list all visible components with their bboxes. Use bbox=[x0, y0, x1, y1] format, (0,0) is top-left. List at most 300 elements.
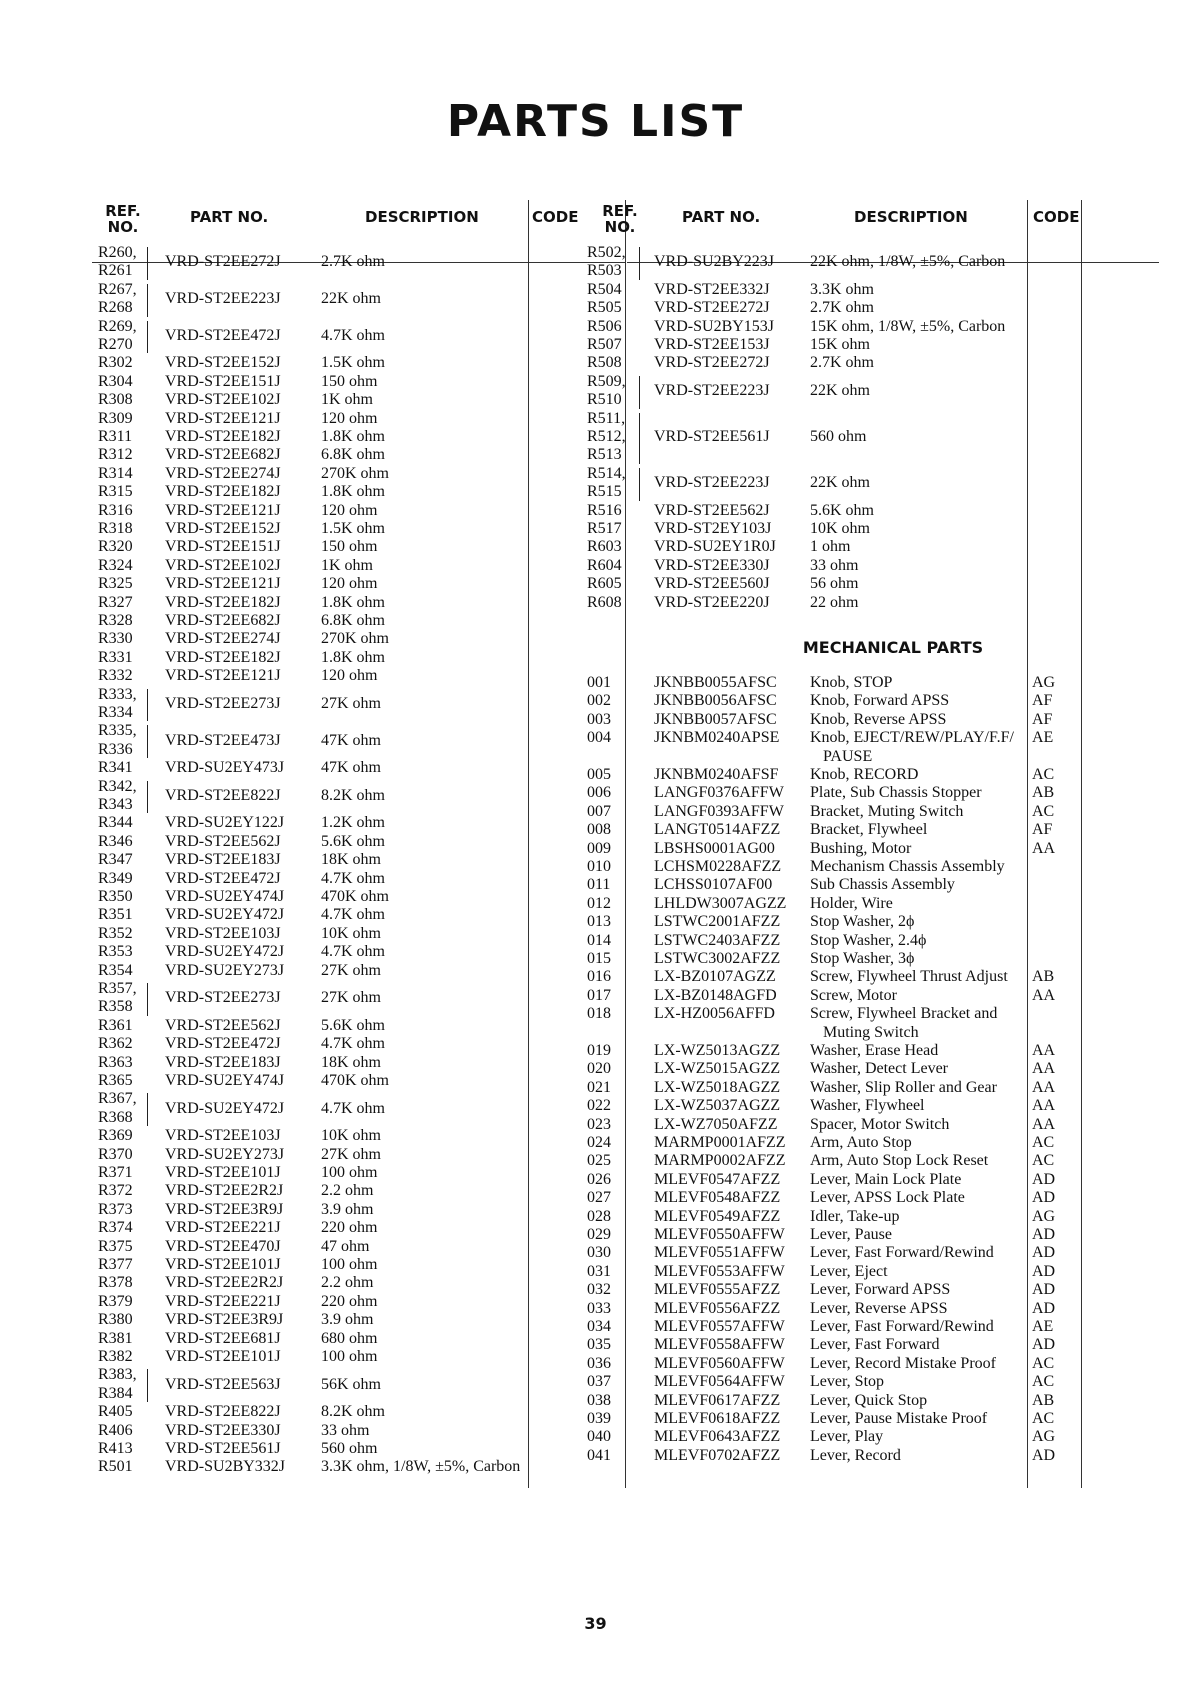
ref-no: 010 bbox=[587, 858, 611, 875]
ref-group-brace bbox=[144, 689, 148, 722]
part-no: VRD-ST2EE221J bbox=[165, 1219, 281, 1237]
table-row bbox=[92, 446, 625, 464]
section-heading: MECHANICAL PARTS bbox=[802, 638, 984, 657]
code: AD bbox=[1032, 1336, 1056, 1354]
code: AD bbox=[1032, 1189, 1056, 1207]
ref-no: 041 bbox=[587, 1446, 611, 1464]
part-no: VRD-ST2EY103J bbox=[654, 520, 772, 537]
description: 100 ohm bbox=[321, 1256, 378, 1273]
ref-no: R510 bbox=[587, 391, 622, 409]
table-row bbox=[587, 538, 1159, 556]
ref-no: R502, bbox=[587, 244, 626, 261]
ref-no: 009 bbox=[587, 839, 611, 857]
table-row bbox=[92, 1293, 625, 1311]
part-no: VRD-ST2EE2R2J bbox=[165, 1182, 284, 1200]
part-no: VRD-ST2EE101J bbox=[165, 1348, 281, 1365]
part-no: LANGF0376AFFW bbox=[654, 784, 784, 802]
description: Lever, Fast Forward bbox=[810, 1336, 940, 1354]
ref-no: R375 bbox=[98, 1237, 133, 1255]
ref-no: 007 bbox=[587, 802, 611, 820]
description: Screw, Flywheel Thrust Adjust bbox=[810, 968, 1008, 986]
description: 1K ohm bbox=[321, 556, 373, 574]
ref-no: 036 bbox=[587, 1354, 611, 1372]
code: AF bbox=[1032, 710, 1053, 728]
ref-no: 013 bbox=[587, 913, 611, 931]
table-row bbox=[587, 950, 1159, 968]
code: AC bbox=[1032, 1134, 1055, 1151]
table-row bbox=[92, 943, 625, 961]
part-no: VRD-ST2EE2R2J bbox=[165, 1274, 284, 1292]
part-no: VRD-ST2EE272J bbox=[654, 354, 770, 372]
ref-no: R308 bbox=[98, 391, 133, 409]
ref-no: R516 bbox=[587, 501, 622, 519]
table-row bbox=[587, 1354, 1159, 1373]
description: Bracket, Flywheel bbox=[810, 821, 928, 839]
part-no: VRD-ST2EE472J bbox=[165, 326, 281, 344]
table-row bbox=[587, 575, 1159, 593]
ref-group-brace bbox=[144, 284, 148, 317]
ref-no: 002 bbox=[587, 692, 611, 710]
ref-group-brace bbox=[144, 781, 148, 814]
table-row bbox=[92, 594, 625, 612]
ref-no: R316 bbox=[98, 501, 133, 519]
table-row bbox=[587, 1262, 1159, 1281]
description: 1.8K ohm bbox=[321, 428, 385, 445]
ref-no: R361 bbox=[98, 1016, 133, 1034]
ref-no: 018 bbox=[587, 1005, 611, 1023]
part-no: LX-WZ5037AGZZ bbox=[654, 1097, 781, 1115]
description: Knob, EJECT/REW/PLAY/F.F/ bbox=[810, 729, 1014, 747]
part-no: VRD-ST2EE274J bbox=[165, 464, 281, 482]
table-row bbox=[587, 839, 1159, 858]
description: 1 ohm bbox=[810, 538, 851, 556]
table-row bbox=[587, 299, 1159, 317]
table-row bbox=[92, 465, 625, 483]
description: Washer, Slip Roller and Gear bbox=[810, 1078, 997, 1096]
part-no: VRD-ST2EE102J bbox=[165, 391, 281, 409]
part-no: MLEVF0702AFZZ bbox=[654, 1446, 781, 1464]
part-no: VRD-SU2EY472J bbox=[165, 1099, 285, 1117]
table-row bbox=[92, 778, 625, 815]
ref-no: R512, bbox=[587, 427, 626, 445]
ref-no: R367, bbox=[98, 1090, 137, 1108]
table-row bbox=[92, 667, 625, 685]
part-no: VRD-ST2EE102J bbox=[165, 556, 281, 574]
description: Holder, Wire bbox=[810, 894, 893, 912]
table-row bbox=[587, 1244, 1159, 1262]
description: 27K ohm bbox=[321, 989, 381, 1007]
description: Lever, Forward APSS bbox=[810, 1281, 951, 1299]
description: Knob, Reverse APSS bbox=[810, 710, 947, 728]
ref-no: R309 bbox=[98, 409, 133, 427]
table-row bbox=[92, 318, 625, 355]
ref-no: R341 bbox=[98, 759, 133, 777]
part-no: VRD-ST2EE182J bbox=[165, 428, 281, 445]
code: AA bbox=[1032, 1060, 1056, 1078]
description: 2.7K ohm bbox=[810, 299, 874, 317]
ref-no: R378 bbox=[98, 1274, 133, 1292]
ref-no: 034 bbox=[587, 1318, 611, 1335]
description: Knob, Forward APSS bbox=[810, 692, 950, 710]
description: 1.5K ohm bbox=[321, 354, 385, 372]
description: 4.7K ohm bbox=[321, 1035, 385, 1053]
part-no: VRD-ST2EE151J bbox=[165, 372, 281, 390]
part-no: MLEVF0555AFZZ bbox=[654, 1281, 781, 1299]
table-row bbox=[92, 538, 625, 556]
code: AC bbox=[1032, 1373, 1055, 1391]
ref-no: R335, bbox=[98, 722, 137, 740]
ref-no: 015 bbox=[587, 950, 611, 967]
description: 4.7K ohm bbox=[321, 943, 385, 961]
description: 10K ohm bbox=[321, 924, 381, 942]
table-row bbox=[92, 686, 625, 723]
part-no: VRD-ST2EE332J bbox=[654, 280, 770, 298]
description: Mechanism Chassis Assembly bbox=[810, 858, 1005, 875]
ref-no: 029 bbox=[587, 1226, 611, 1243]
ref-no: R369 bbox=[98, 1127, 133, 1145]
table-row bbox=[587, 1207, 1159, 1226]
table-row bbox=[587, 501, 1159, 520]
table-row bbox=[92, 373, 625, 391]
description: 1.8K ohm bbox=[321, 483, 385, 501]
part-no: VRD-SU2BY332J bbox=[165, 1458, 286, 1476]
code: AD bbox=[1032, 1262, 1056, 1280]
table-row bbox=[92, 1017, 625, 1035]
table-row bbox=[92, 1330, 625, 1348]
ref-no: R260, bbox=[98, 244, 137, 261]
part-no: MLEVF0549AFZZ bbox=[654, 1207, 781, 1225]
ref-no: R501 bbox=[98, 1458, 133, 1476]
description: Lever, Fast Forward/Rewind bbox=[810, 1244, 994, 1262]
ref-no: R379 bbox=[98, 1292, 133, 1310]
ref-no: 005 bbox=[587, 766, 611, 783]
part-no: JKNBB0057AFSC bbox=[654, 710, 777, 728]
description: Stop Washer, 3ϕ bbox=[810, 950, 915, 967]
part-no: VRD-ST2EE182J bbox=[165, 648, 281, 666]
code: AG bbox=[1032, 674, 1056, 691]
part-no: LX-BZ0148AGFD bbox=[654, 986, 777, 1004]
ref-no: R358 bbox=[98, 998, 133, 1016]
ref-group-brace bbox=[144, 321, 148, 354]
ref-no: R381 bbox=[98, 1329, 133, 1347]
ref-no: R304 bbox=[98, 372, 133, 390]
ref-no: R603 bbox=[587, 538, 622, 556]
description: 2.2 ohm bbox=[321, 1274, 374, 1292]
ref-no: 020 bbox=[587, 1060, 611, 1078]
ref-no: R268 bbox=[98, 299, 133, 317]
part-no: VRD-ST2EE682J bbox=[165, 612, 281, 629]
description: 15K ohm, 1/8W, ±5%, Carbon bbox=[810, 317, 1006, 335]
code: AA bbox=[1032, 839, 1056, 857]
ref-no: 004 bbox=[587, 729, 611, 747]
ref-no: R365 bbox=[98, 1072, 133, 1089]
code: AA bbox=[1032, 1078, 1056, 1096]
ref-no: R270 bbox=[98, 335, 133, 353]
table-row bbox=[92, 1201, 625, 1219]
part-no: VRD-ST2EE103J bbox=[165, 924, 281, 942]
table-row bbox=[92, 410, 625, 428]
ref-no: R325 bbox=[98, 575, 133, 593]
ref-no: R312 bbox=[98, 446, 133, 464]
description: 3.3K ohm bbox=[810, 280, 874, 298]
part-no: MARMP0002AFZZ bbox=[654, 1152, 786, 1170]
part-no: LX-WZ5013AGZZ bbox=[654, 1042, 781, 1059]
part-no: MARMP0001AFZZ bbox=[654, 1134, 786, 1151]
description: Lever, Record bbox=[810, 1446, 901, 1464]
part-no: VRD-ST2EE473J bbox=[165, 731, 281, 749]
description: 150 ohm bbox=[321, 538, 378, 556]
part-no: VRD-ST2EE273J bbox=[165, 694, 281, 712]
part-no: JKNBM0240AFSF bbox=[654, 766, 779, 783]
description: 680 ohm bbox=[321, 1329, 378, 1347]
part-no: VRD-ST2EE152J bbox=[165, 354, 281, 372]
table-row bbox=[92, 1440, 625, 1458]
ref-group-brace bbox=[636, 247, 640, 280]
header-code: CODE bbox=[532, 208, 579, 226]
table-row bbox=[92, 1146, 625, 1164]
ref-no: R302 bbox=[98, 354, 133, 372]
ref-group-brace bbox=[636, 376, 640, 409]
table-row bbox=[587, 1391, 1159, 1410]
table-row bbox=[92, 244, 625, 281]
ref-no: R320 bbox=[98, 538, 133, 556]
table-row bbox=[587, 1318, 1159, 1336]
part-no: JKNBM0240APSE bbox=[654, 729, 780, 747]
ref-no: 003 bbox=[587, 710, 611, 728]
description: 27K ohm bbox=[321, 961, 381, 979]
table-row bbox=[587, 858, 1159, 876]
description: 100 ohm bbox=[321, 1164, 378, 1181]
header-description: DESCRIPTION bbox=[365, 208, 479, 226]
ref-no: 021 bbox=[587, 1078, 611, 1096]
part-no: MLEVF0556AFZZ bbox=[654, 1299, 781, 1317]
part-no: VRD-SU2EY472J bbox=[165, 906, 285, 924]
table-row bbox=[587, 556, 1159, 575]
part-no: VRD-ST2EE182J bbox=[165, 593, 281, 611]
description: 150 ohm bbox=[321, 372, 378, 390]
table-row bbox=[92, 520, 625, 538]
part-no: MLEVF0617AFZZ bbox=[654, 1391, 781, 1409]
description: 1.2K ohm bbox=[321, 814, 385, 832]
ref-no: R327 bbox=[98, 593, 133, 611]
part-no: VRD-ST2EE272J bbox=[165, 253, 281, 271]
code: AA bbox=[1032, 1042, 1056, 1059]
description: 47 ohm bbox=[321, 1237, 370, 1255]
table-row bbox=[587, 1189, 1159, 1207]
ref-group-brace bbox=[144, 1093, 148, 1126]
code: AG bbox=[1032, 1207, 1056, 1225]
ref-no: R261 bbox=[98, 262, 133, 280]
code: AA bbox=[1032, 1115, 1056, 1133]
code: AE bbox=[1032, 1318, 1054, 1335]
part-no: VRD-ST2EE562J bbox=[165, 1016, 281, 1034]
part-no: VRD-ST2EE470J bbox=[165, 1237, 281, 1255]
table-row bbox=[92, 1219, 625, 1237]
table-row bbox=[587, 354, 1159, 372]
table-row bbox=[587, 1060, 1159, 1078]
table-row bbox=[587, 968, 1159, 986]
ref-no: R383, bbox=[98, 1366, 137, 1384]
ref-no: R318 bbox=[98, 520, 133, 537]
table-row bbox=[587, 876, 1159, 894]
description: 1.8K ohm bbox=[321, 648, 385, 666]
ref-no: 008 bbox=[587, 821, 611, 839]
code: AD bbox=[1032, 1244, 1056, 1262]
part-no: VRD-ST2EE330J bbox=[654, 556, 770, 574]
header-ref-no: REF. NO. bbox=[105, 202, 141, 236]
description: Sub Chassis Assembly bbox=[810, 876, 955, 894]
table-row bbox=[587, 802, 1159, 821]
ref-no: 019 bbox=[587, 1042, 611, 1059]
table-row bbox=[92, 1422, 625, 1440]
ref-no: R330 bbox=[98, 630, 133, 648]
description: Lever, Quick Stop bbox=[810, 1391, 928, 1409]
part-no: MLEVF0560AFFW bbox=[654, 1354, 785, 1372]
part-no: VRD-ST2EE273J bbox=[165, 989, 281, 1007]
ref-no: R413 bbox=[98, 1440, 133, 1457]
part-no: VRD-ST2EE101J bbox=[165, 1164, 281, 1181]
description: Screw, Motor bbox=[810, 986, 897, 1004]
part-no: VRD-ST2EE121J bbox=[165, 575, 281, 593]
part-no: VRD-ST2EE561J bbox=[654, 427, 770, 445]
description: 22K ohm bbox=[810, 381, 870, 399]
part-no: MLEVF0547AFZZ bbox=[654, 1170, 781, 1188]
code: AD bbox=[1032, 1446, 1056, 1464]
part-no: VRD-ST2EE274J bbox=[165, 630, 281, 648]
ref-no: 033 bbox=[587, 1299, 611, 1317]
description: 2.7K ohm bbox=[810, 354, 874, 372]
part-no: MLEVF0548AFZZ bbox=[654, 1189, 781, 1207]
table-row bbox=[92, 814, 625, 832]
table-row bbox=[587, 1115, 1159, 1134]
table-row bbox=[587, 464, 1159, 502]
description: 5.6K ohm bbox=[321, 1016, 385, 1034]
ref-no: R380 bbox=[98, 1311, 133, 1329]
part-no: LANGT0514AFZZ bbox=[654, 821, 781, 839]
ref-no: R506 bbox=[587, 317, 622, 335]
part-no: LX-BZ0107AGZZ bbox=[654, 968, 776, 986]
part-no: VRD-SU2EY122J bbox=[165, 814, 285, 832]
header-ref-no: REF. NO. bbox=[602, 202, 638, 236]
ref-no: R342, bbox=[98, 777, 137, 795]
description: 1.5K ohm bbox=[321, 520, 385, 537]
ref-no: 001 bbox=[587, 674, 611, 691]
ref-no: R517 bbox=[587, 520, 622, 537]
table-row bbox=[92, 870, 625, 888]
ref-no: R508 bbox=[587, 354, 622, 372]
table-row bbox=[587, 710, 1159, 729]
ref-no: 023 bbox=[587, 1115, 611, 1133]
ref-no: 016 bbox=[587, 968, 611, 986]
table-row bbox=[92, 1164, 625, 1182]
table-row bbox=[587, 520, 1159, 538]
part-no: VRD-ST2EE101J bbox=[165, 1256, 281, 1273]
part-no: VRD-ST2EE822J bbox=[165, 1403, 281, 1421]
part-no: VRD-ST2EE682J bbox=[165, 446, 281, 464]
part-no: LBSHS0001AG00 bbox=[654, 839, 775, 857]
part-no: VRD-ST2EE3R9J bbox=[165, 1200, 284, 1218]
ref-no: R354 bbox=[98, 961, 133, 979]
code: AB bbox=[1032, 784, 1055, 802]
ref-no: 030 bbox=[587, 1244, 611, 1262]
description: Lever, Eject bbox=[810, 1262, 888, 1280]
description: Lever, Fast Forward/Rewind bbox=[810, 1318, 994, 1335]
page-title: PARTS LIST bbox=[446, 96, 745, 147]
table-row bbox=[92, 1403, 625, 1421]
ref-no: R332 bbox=[98, 667, 133, 685]
ref-no: R346 bbox=[98, 832, 133, 850]
part-no: VRD-ST2EE822J bbox=[165, 786, 281, 804]
ref-no: 026 bbox=[587, 1170, 611, 1188]
description: PAUSE bbox=[823, 747, 873, 765]
description: 120 ohm bbox=[321, 501, 378, 519]
part-no: VRD-ST2EE3R9J bbox=[165, 1311, 284, 1329]
header-part-no: PART NO. bbox=[682, 208, 761, 226]
code: AD bbox=[1032, 1281, 1056, 1299]
description: 3.9 ohm bbox=[321, 1200, 374, 1218]
ref-no: R357, bbox=[98, 980, 137, 997]
description: 47K ohm bbox=[321, 759, 381, 777]
part-no: MLEVF0553AFFW bbox=[654, 1262, 785, 1280]
table-row bbox=[92, 1256, 625, 1274]
ref-no: 038 bbox=[587, 1391, 611, 1409]
ref-no: 032 bbox=[587, 1281, 611, 1299]
description: Arm, Auto Stop bbox=[810, 1134, 912, 1151]
ref-no: 014 bbox=[587, 931, 611, 949]
description: 2.7K ohm bbox=[321, 253, 385, 271]
table-row bbox=[92, 483, 625, 501]
table-row bbox=[587, 1226, 1159, 1244]
table-row bbox=[92, 1348, 625, 1366]
part-no: LSTWC3002AFZZ bbox=[654, 950, 781, 967]
ref-no: R514, bbox=[587, 464, 626, 482]
table-row bbox=[92, 1127, 625, 1145]
table-row bbox=[92, 649, 625, 667]
part-no: LANGF0393AFFW bbox=[654, 802, 784, 820]
part-no: MLEVF0618AFZZ bbox=[654, 1410, 781, 1427]
ref-no: 025 bbox=[587, 1152, 611, 1170]
ref-no: R405 bbox=[98, 1403, 133, 1421]
table-row bbox=[92, 557, 625, 575]
part-no: VRD-ST2EE330J bbox=[165, 1421, 281, 1439]
ref-no: R406 bbox=[98, 1421, 133, 1439]
description: Lever, Pause bbox=[810, 1226, 892, 1243]
part-no: LSTWC2403AFZZ bbox=[654, 931, 781, 949]
part-no: JKNBB0056AFSC bbox=[654, 692, 777, 710]
part-no: VRD-SU2EY474J bbox=[165, 1072, 285, 1089]
ref-no: 024 bbox=[587, 1134, 611, 1151]
part-no: LHLDW3007AGZZ bbox=[654, 894, 787, 912]
part-no: VRD-SU2EY1R0J bbox=[654, 538, 776, 556]
code: AE bbox=[1032, 729, 1054, 747]
description: Knob, RECORD bbox=[810, 766, 919, 783]
part-no: VRD-ST2EE223J bbox=[654, 473, 770, 491]
description: 270K ohm bbox=[321, 464, 389, 482]
description: 270K ohm bbox=[321, 630, 389, 648]
part-no: MLEVF0557AFFW bbox=[654, 1318, 785, 1335]
table-row bbox=[92, 575, 625, 593]
description: 33 ohm bbox=[810, 556, 859, 574]
ref-no: R384 bbox=[98, 1384, 133, 1402]
description: 15K ohm bbox=[810, 336, 870, 353]
table-row bbox=[92, 925, 625, 943]
part-no: VRD-ST2EE121J bbox=[165, 667, 281, 685]
part-no: VRD-ST2EE221J bbox=[165, 1292, 281, 1310]
code: AC bbox=[1032, 1410, 1055, 1427]
ref-group-brace bbox=[144, 725, 148, 758]
part-no: VRD-ST2EE472J bbox=[165, 1035, 281, 1053]
ref-no: R604 bbox=[587, 556, 622, 574]
